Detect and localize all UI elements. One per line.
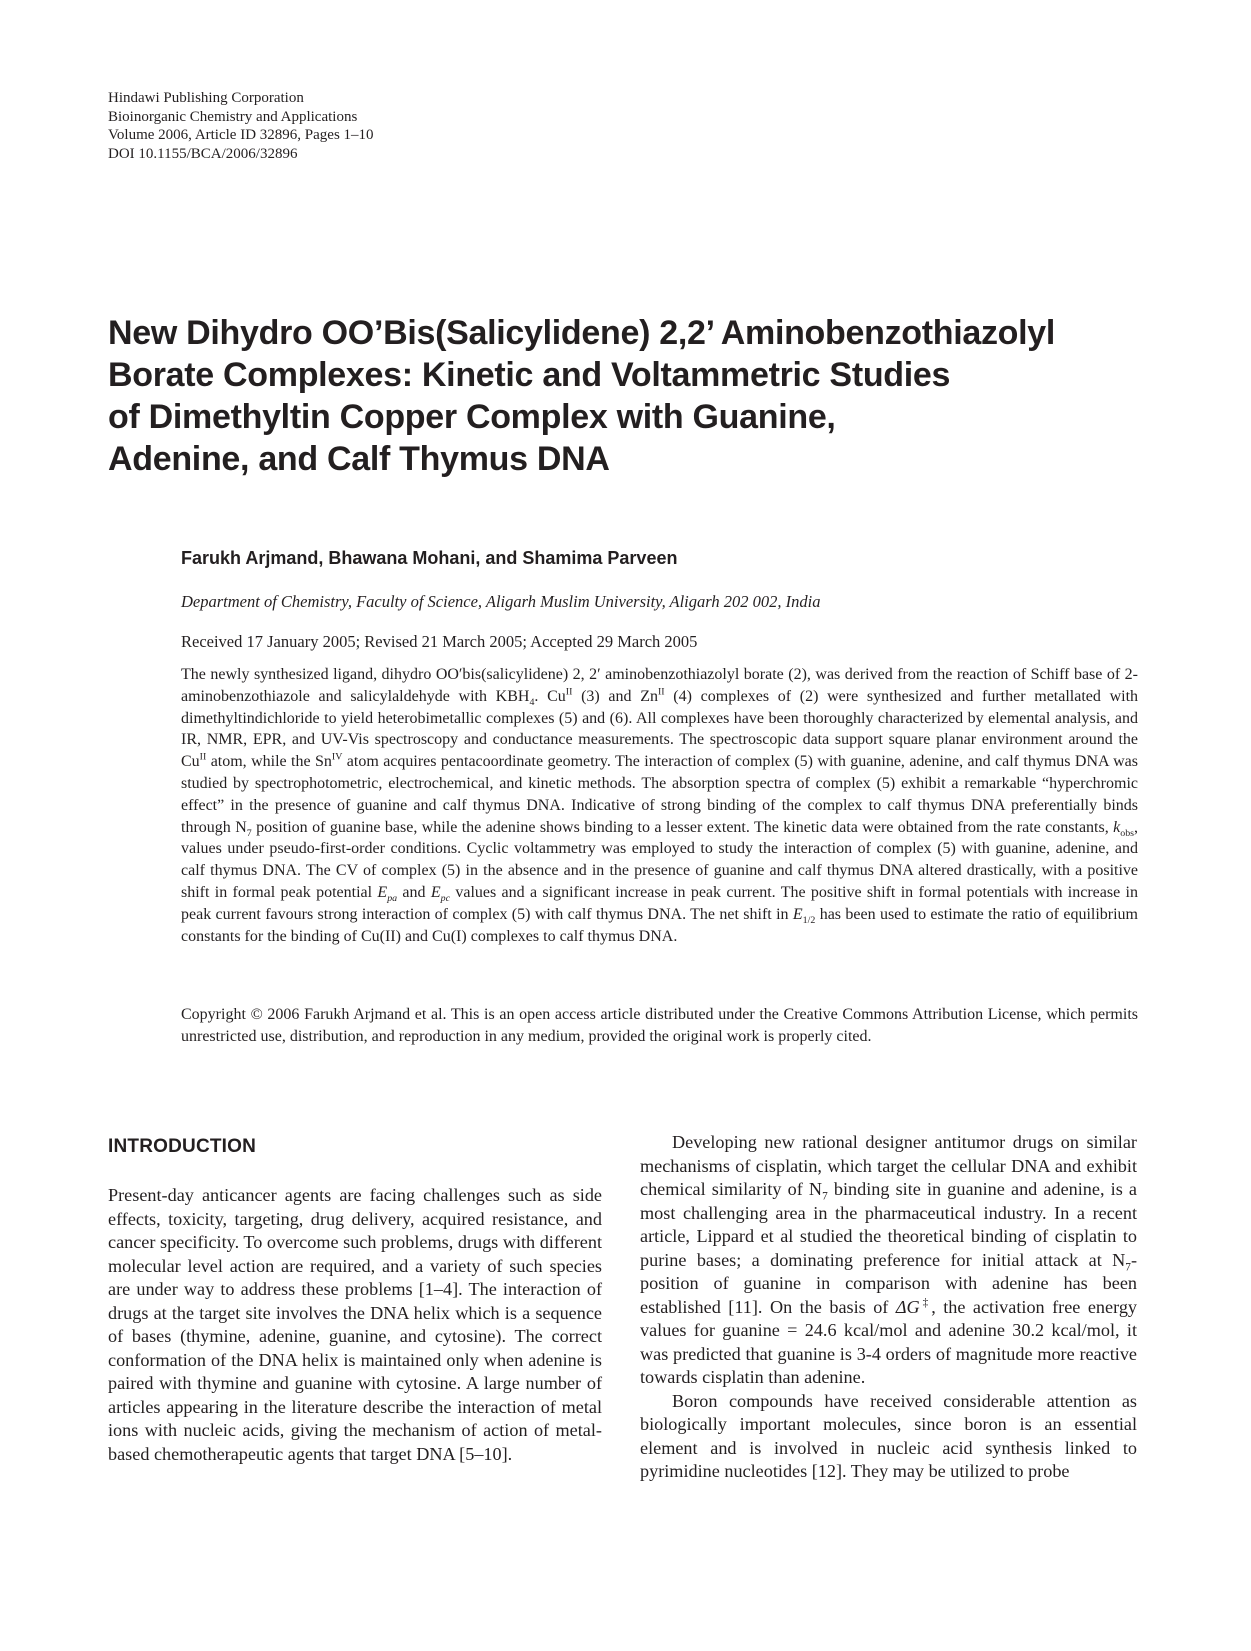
math-symbol: k bbox=[1113, 818, 1121, 836]
volume-info: Volume 2006, Article ID 32896, Pages 1–10 bbox=[108, 127, 374, 143]
subscript: pa bbox=[387, 893, 398, 905]
section-heading: INTRODUCTION bbox=[108, 1136, 257, 1157]
introduction-paragraph-2 bbox=[640, 1131, 1137, 1390]
subscript: 7 bbox=[822, 1190, 828, 1203]
paragraph-text: binding site in guanine and adenine, is a most challenging area in the pharmaceutical industry. In a recent article, Lippard et al studied the theoretical binding of cisplatin to purine bases; a dominating preference for initial attack at N bbox=[640, 1179, 1137, 1270]
journal-header bbox=[108, 89, 528, 163]
abstract-text: atom acquires pentacoordinate geometry. The interaction of complex (5) with guanine, adenine, and calf thymus DNA was studied by spectrophotometric, electrochemical, and kinetic methods. The absorption spectra of complex (5) exhibit a remarkable “hyperchromic effect” in the presence of guanine and calf thymus DNA. Indicative of strong binding of the complex to calf thymus DNA preferentially binds through N bbox=[181, 753, 1139, 836]
abstract-text: . Cu bbox=[534, 687, 566, 705]
copyright-notice: Copyright © 2006 Farukh Arjmand et al. This is an open access article distributed under the Creative Commons Attribution License, which permits unrestricted use, distribution, and reproduction in any medium, provided the original work is properly cited. bbox=[181, 1006, 1138, 1045]
subscript: 7 bbox=[246, 827, 252, 839]
subscript: pc bbox=[440, 893, 451, 905]
superscript: II bbox=[565, 686, 573, 698]
introduction-paragraph-1: Present-day anticancer agents are facing challenges such as side effects, toxicity, targeting, drug delivery, acquired resistance, and cancer specificity. To overcome such problems, drugs with different molecular level action are required, and a variety of such species are under way to address these problems [1–4]. The interaction of drugs at the target site involves the DNA helix which is a sequence of bases (thymine, adenine, guanine, and cytosine). The correct conformation of the DNA helix is maintained only when adenine is paired with thymine and guanine with cytosine. A large number of articles appearing in the literature describe the interaction of metal ions with nucleic acids, giving the mechanism of action of metal-based chemotherapeutic agents that target DNA [5–10]. bbox=[108, 1185, 602, 1464]
superscript: ‡ bbox=[919, 1296, 932, 1309]
abstract-text: position of guanine base, while the adenine shows binding to a lesser extent. The kinetic data were obtained from the rate constants, bbox=[251, 818, 1114, 836]
right-column bbox=[640, 1131, 1137, 1484]
abstract-text: values and a significant increase in peak current. The positive shift in formal potentials with increase in peak current favours strong interaction of complex (5) with calf thymus DNA. The net shift in bbox=[181, 883, 1138, 923]
subscript: 4 bbox=[529, 696, 535, 708]
superscript: II bbox=[199, 751, 207, 763]
received-dates: Received 17 January 2005; Revised 21 March 2005; Accepted 29 March 2005 bbox=[181, 632, 698, 651]
abstract-text: (4) complexes of (2) were synthesized and further metallated with dimethyltindichloride to yield heterobimetallic complexes (5) and (6). All complexes have been thoroughly characterized by elemental analysis, and IR, NMR, EPR, and UV-Vis spectroscopy and conductance measurements. The spectroscopic data support square planar environment around the Cu bbox=[181, 687, 1139, 771]
paragraph-text: , the activation free energy values for guanine = 24.6 kcal/mol and adenine 30.2 kcal/mol, it was predicted that guanine is 3-4 orders of magnitude more reactive towards cisplatin than adenine. bbox=[640, 1296, 1138, 1387]
paragraph-text: -position of guanine in comparison with adenine has been established [11]. On the basis of bbox=[640, 1249, 1137, 1317]
subscript: 7 bbox=[1125, 1261, 1131, 1274]
abstract-text: , values under pseudo-first-order conditions. Cyclic voltammetry was employed to study the interaction of complex (5) with guanine, adenine, and calf thymus DNA. The CV of complex (5) in the absence and in the presence of guanine and calf thymus DNA altered drastically, with a positive shift in formal peak potential bbox=[181, 818, 1139, 901]
title-line: Adenine, and Calf Thymus DNA bbox=[108, 440, 610, 478]
publisher-name: Hindawi Publishing Corporation bbox=[108, 90, 304, 106]
subscript: obs bbox=[1120, 827, 1135, 839]
abstract-text: and bbox=[397, 883, 431, 901]
doi: DOI 10.1155/BCA/2006/32896 bbox=[108, 145, 298, 162]
journal-name: Bioinorganic Chemistry and Applications bbox=[108, 108, 358, 125]
superscript: IV bbox=[331, 751, 343, 763]
abstract-text: atom, while the Sn bbox=[206, 753, 332, 771]
paragraph-text: Developing new rational designer antitumor drugs on similar mechanisms of cisplatin, which target the cellular DNA and exhibit chemical similarity of N bbox=[640, 1132, 1137, 1199]
math-symbol: E bbox=[792, 905, 803, 923]
math-symbol: E bbox=[377, 883, 388, 901]
author-list: Farukh Arjmand, Bhawana Mohani, and Shamima Parveen bbox=[181, 548, 678, 568]
article-title bbox=[108, 312, 1148, 480]
introduction-paragraph-3: Boron compounds have received considerable attention as biologically important molecules, since boron is an essential element and is involved in nucleic acid synthesis linked to pyrimidine nucleotides [12]. They may be utilized to probe bbox=[640, 1390, 1137, 1481]
subscript: 1/2 bbox=[802, 914, 816, 926]
title-line: of Dimethyltin Copper Complex with Guanine, bbox=[108, 398, 836, 436]
title-line: Borate Complexes: Kinetic and Voltammetric Studies bbox=[108, 356, 951, 394]
math-symbol: ΔG bbox=[895, 1296, 920, 1317]
superscript: II bbox=[658, 686, 665, 698]
abstract-text: (3) and Zn bbox=[572, 687, 658, 705]
title-line: New Dihydro OO’Bis(Salicylidene) 2,2’ Aminobenzothiazolyl bbox=[108, 314, 1056, 352]
math-symbol: E bbox=[430, 883, 441, 901]
affiliation: Department of Chemistry, Faculty of Science, Aligarh Muslim University, Aligarh 202 002, India bbox=[181, 592, 821, 611]
abstract-text: The newly synthesized ligand, dihydro OO′bis(salicylidene) 2, 2′ aminobenzothiazolyl borate (2), was derived from the reaction of Schiff base of 2-aminobenzothiazole and salicylaldehyde with KBH bbox=[181, 666, 1138, 705]
abstract-text: has been used to estimate the ratio of equilibrium constants for the binding of Cu(II) and Cu(I) complexes to calf thymus DNA. bbox=[181, 905, 1139, 945]
abstract bbox=[181, 664, 1138, 947]
